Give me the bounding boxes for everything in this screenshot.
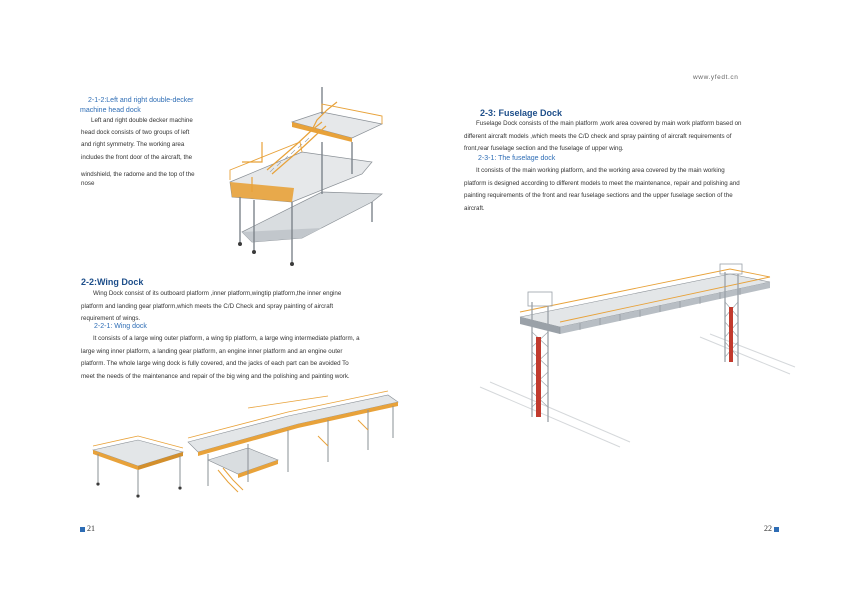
footer-square-icon: [80, 527, 85, 532]
section-231-paragraph: [464, 165, 778, 215]
para-line: front,rear fuselage section and the fuselage of upper wing.: [464, 145, 624, 152]
left-page-footer: [80, 524, 95, 533]
section-212-title-line2: machine head dock: [80, 107, 141, 114]
page-number: 22: [764, 524, 772, 533]
wing-dock-illustration: [88, 390, 406, 502]
para-line: different aircraft models ,which meets the C/D check and spray painting of aircraft requirements of: [464, 132, 732, 140]
para-line: painting requirements of the front and rear fuselage sections and the upper fuselage section of the: [464, 192, 733, 199]
para-line: requirement of wings.: [81, 315, 141, 322]
para-line: It consists of the main working platform, and the working area covered by the main working: [476, 167, 725, 174]
para-line: platform and landing gear platform,which meets the C/D Check and spray painting of aircraft: [81, 302, 334, 310]
para-line: includes the front door of the aircraft, the: [81, 153, 193, 161]
section-23-paragraph: [464, 118, 778, 156]
para-line: nose: [81, 180, 95, 188]
para-line: platform is designed according to different models to meet the maintenance, repair and polishing and: [464, 179, 740, 187]
section-212-title-line1: 2-1-2:Left and right double-decker: [88, 97, 194, 104]
page-number: 21: [87, 524, 95, 533]
para-line: head dock consists of two groups of left: [81, 129, 190, 137]
para-line: windshield, the radome and the top of the: [81, 170, 195, 178]
section-231-heading: 2-3-1: The fuselage dock: [478, 155, 556, 162]
para-line: and right symmetry. The working area: [81, 141, 185, 149]
para-line: It consists of a large wing outer platform, a wing tip platform, a large wing intermediate platform, a: [93, 335, 360, 342]
para-line: platform. The whole large wing dock is fully covered, and the jacks of each part can be avoided To: [81, 360, 349, 367]
fuselage-dock-illustration: [470, 262, 800, 452]
website-url: www.yfedt.cn: [693, 74, 739, 81]
para-line: Wing Dock consist of its outboard platform ,inner platform,wingtip platform,the inner engine: [93, 290, 342, 297]
para-line: aircraft.: [464, 204, 485, 212]
section-212-title: [80, 96, 218, 116]
section-22-heading: 2-2:Wing Dock: [81, 277, 144, 287]
para-line: Fuselage Dock consists of the main platform ,work area covered by main work platform based on: [476, 120, 742, 127]
section-221-heading: 2-2-1: Wing dock: [94, 323, 147, 330]
section-22-paragraph: [81, 288, 393, 326]
footer-square-icon: [774, 527, 779, 532]
section-23-heading: 2-3: Fuselage Dock: [480, 108, 563, 118]
section-221-paragraph: [81, 333, 393, 383]
right-page: [430, 0, 860, 608]
right-page-footer: [764, 524, 779, 533]
para-line: meet the needs of the maintenance and repair of the big wing and the polishing and painting work.: [81, 372, 350, 380]
para-line: large wing inner platform, a landing gear platform, an engine inner platform and an engine outer: [81, 347, 343, 355]
head-dock-illustration: [222, 82, 394, 267]
section-212-paragraph: [81, 115, 215, 187]
para-line: Left and right double decker machine: [91, 117, 193, 124]
